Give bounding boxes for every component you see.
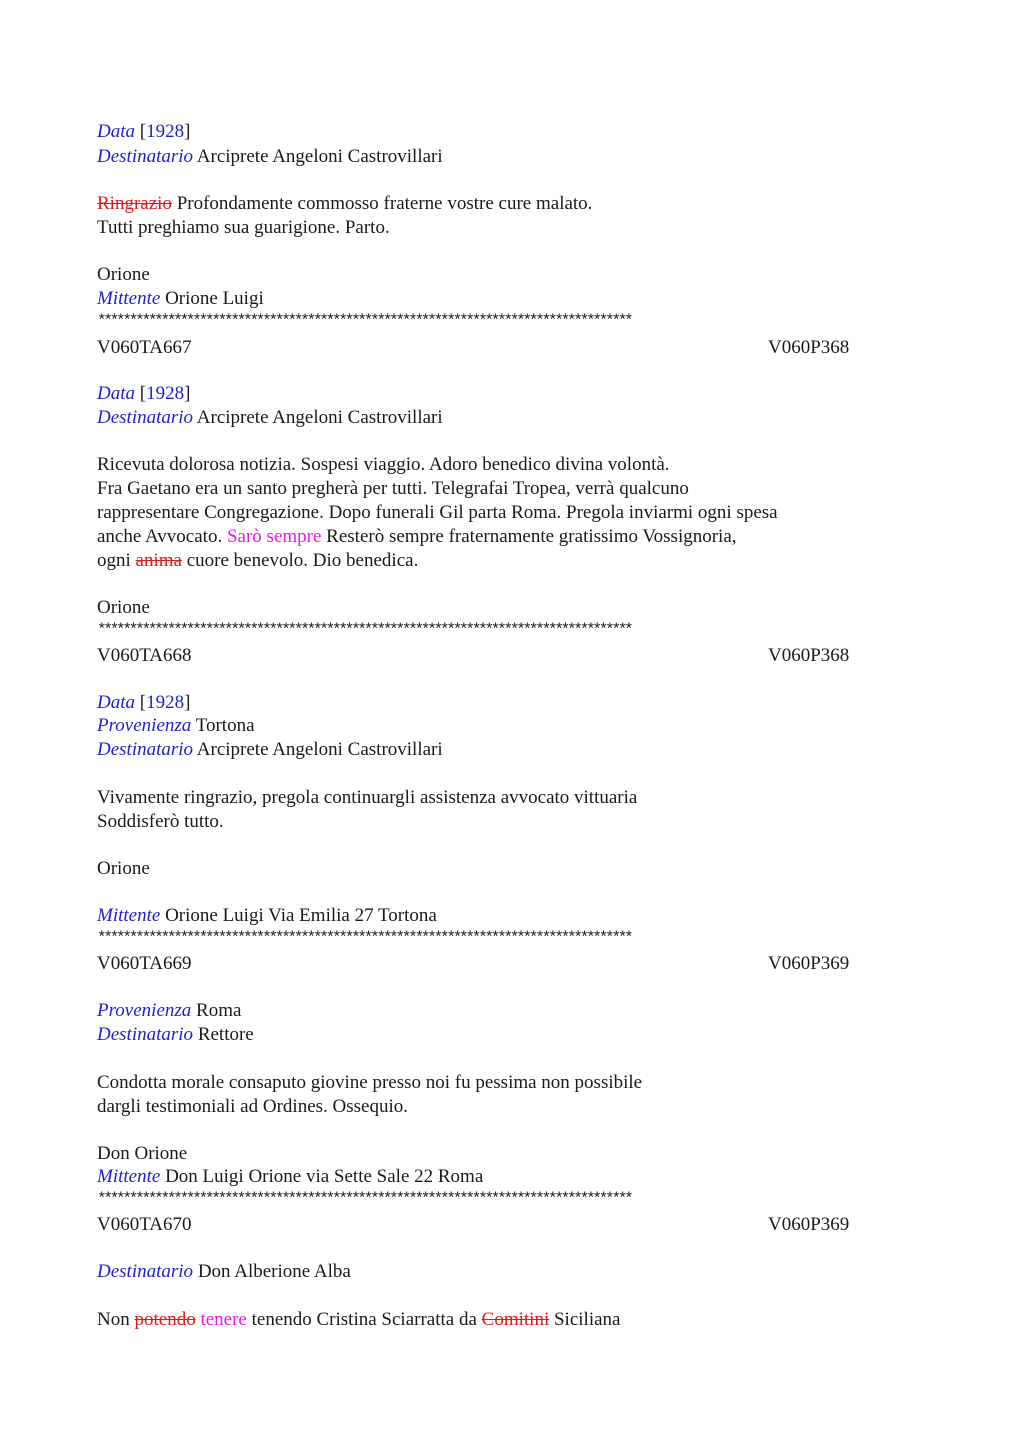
body-line: Ricevuta dolorosa notizia. Sospesi viaggio. Adoro benedico divina volontà. [97,454,670,475]
body-text: anche Avvocato. [97,526,223,547]
recipient-line [97,406,443,430]
body-line [97,549,418,573]
sender-label: Mittente [97,905,161,926]
recipient-line [97,1260,351,1284]
sender-value: Orione Luigi [165,288,264,309]
recipient-value: Rettore [197,1024,254,1045]
signature: Orione [97,597,150,618]
body-line [97,1308,620,1332]
recipient-label: Destinatario [97,407,194,428]
body-text: tenendo Cristina Sciarratta da [251,1309,477,1330]
origin-value: Tortona [195,715,255,736]
sender-line [97,287,264,311]
inserted-text: Sarò sempre [226,526,322,547]
sender-label: Mittente [97,288,161,309]
page-code: V060P368 [768,645,850,666]
deleted-text: Comitini [481,1309,550,1330]
recipient-value: Arciprete Angeloni Castrovillari [196,739,443,760]
date-value: 1928 [146,692,185,713]
body-text: ogni [97,550,131,571]
origin-line [97,999,241,1023]
date-line: Data [1928] [97,121,191,142]
sender-value: Orione Luigi Via Emilia 27 Tortona [165,905,437,926]
separator-line: ************************************************************************************ [97,313,631,329]
body-line: dargli testimoniali ad Ordines. Ossequio. [97,1096,408,1117]
body-line [97,192,592,216]
origin-value: Roma [196,1000,242,1021]
separator-line: ************************************************************************************ [97,1191,631,1207]
signature: Orione [97,264,150,285]
entry-header [97,952,927,976]
signature: Orione [97,858,150,879]
body-line: Soddisferò tutto. [97,811,224,832]
entry-header [97,644,927,668]
recipient-label: Destinatario [97,1024,194,1045]
body-line: Fra Gaetano era un santo pregherà per tutti. Telegrafai Tropea, verrà qualcuno [97,478,689,499]
body-line: rappresentare Congregazione. Dopo funerali Gil parta Roma. Pregola inviarmi ogni spesa [97,502,778,523]
document-code: V060TA667 [97,337,192,358]
separator-line: ************************************************************************************ [97,622,631,638]
origin-label: Provenienza [97,715,192,736]
recipient-value: Arciprete Angeloni Castrovillari [196,407,443,428]
document-code: V060TA668 [97,645,192,666]
recipient-label: Destinatario [97,739,194,760]
date-value: 1928 [146,121,185,142]
sender-line [97,904,437,928]
body-line: Vivamente ringrazio, pregola continuargli assistenza avvocato vittuaria [97,787,638,808]
date-value: 1928 [146,383,185,404]
page-code: V060P369 [768,1214,850,1235]
body-line: Tutti preghiamo sua guarigione. Parto. [97,217,390,238]
deleted-text: Ringrazio [97,193,172,214]
recipient-label: Destinatario [97,146,194,167]
date-label: Data [97,692,135,713]
recipient-value: Arciprete Angeloni Castrovillari [196,146,443,167]
origin-label: Provenienza [97,1000,192,1021]
body-text: Siciliana [553,1309,621,1330]
document-code: V060TA669 [97,953,192,974]
recipient-value: Don Alberione Alba [197,1261,351,1282]
date-label: Data [97,383,135,404]
signature: Don Orione [97,1143,188,1164]
body-line: Condotta morale consaputo giovine presso noi fu pessima non possibile [97,1072,643,1093]
date-line: Data [1928] [97,692,191,713]
inserted-text: tenere [200,1309,247,1330]
date-label: Data [97,121,135,142]
recipient-line [97,145,443,169]
sender-label: Mittente [97,1166,161,1187]
document-code: V060TA670 [97,1214,192,1235]
entry-header [97,336,927,360]
sender-value: Don Luigi Orione via Sette Sale 22 Roma [165,1166,484,1187]
recipient-line [97,1023,254,1047]
recipient-line [97,738,443,762]
deleted-text: potendo [134,1309,196,1330]
separator-line: ************************************************************************************ [97,930,631,946]
body-text: Profondamente commosso fraterne vostre cure malato. [176,193,593,214]
body-text: Resterò sempre fraternamente gratissimo Vossignoria, [326,526,737,547]
body-line [97,525,737,549]
body-text: cuore benevolo. Dio benedica. [186,550,419,571]
body-text: Non [97,1309,130,1330]
sender-line [97,1165,483,1189]
deleted-text: anima [135,550,182,571]
page-code: V060P369 [768,953,850,974]
page-code: V060P368 [768,337,850,358]
entry-header [97,1213,927,1237]
recipient-label: Destinatario [97,1261,194,1282]
date-line: Data [1928] [97,383,191,404]
origin-line [97,714,255,738]
